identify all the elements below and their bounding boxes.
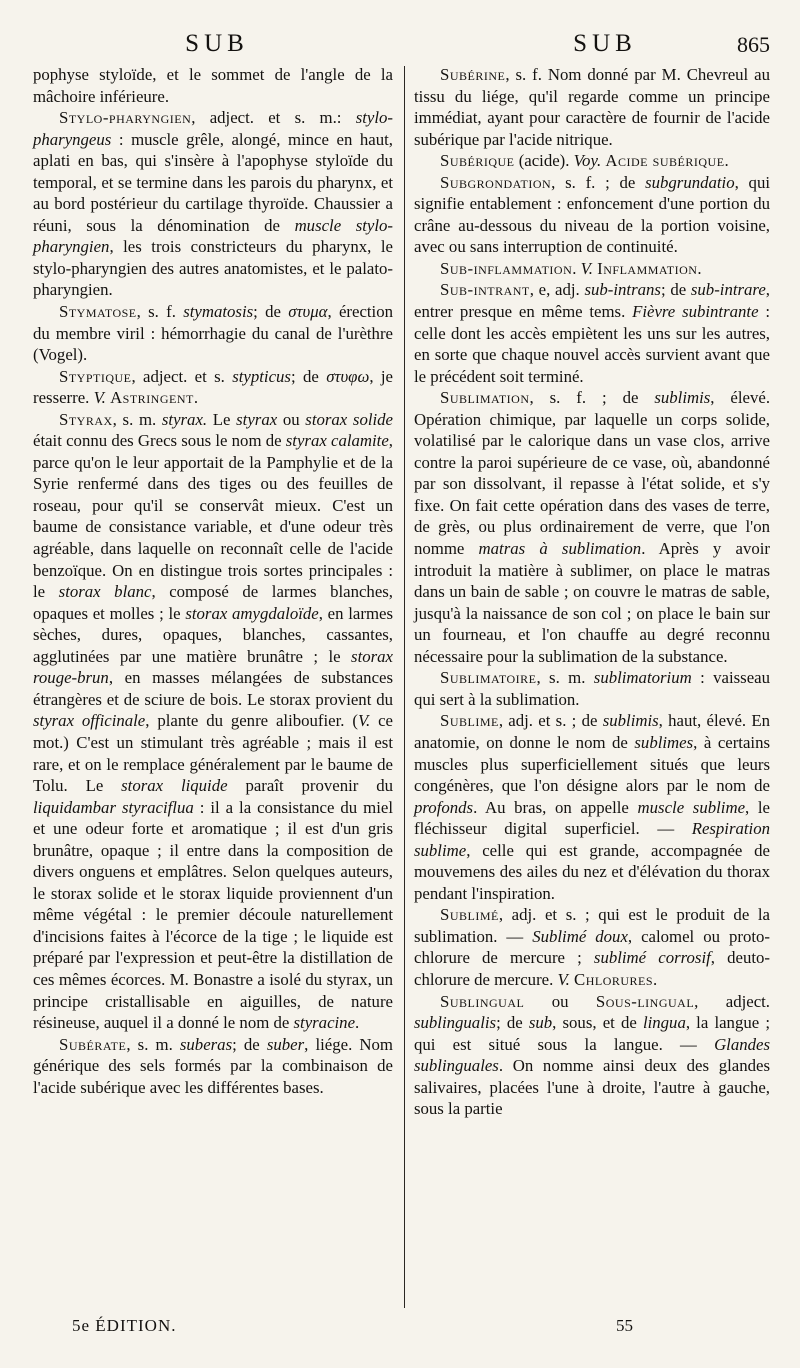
entry-styptique: Styptique, adject. et s. stypticus; de στυφω, je resserre. V. Astringent. xyxy=(33,366,393,408)
entry-sublime: Sublime, adj. et s. ; de sublimis, haut, élevé. En anatomie, on donne le nom de sublimes, à certains muscles plus superficiellement situés que leurs congénères, que l'on désigne alors par le nom de profonds. Au bras, on appelle muscle sublime, le fléchisseur digital superficiel. — Respiration sublime, celle qui est grande, accompagnée de mouvemens des ailes du nez et d'élévation du thorax pendant l'inspiration. xyxy=(414,711,771,903)
column-divider xyxy=(404,66,406,1308)
running-head-left: SUB xyxy=(185,30,249,57)
entry-continuation: pophyse styloïde, et le sommet de l'angle de la mâchoire inférieure. xyxy=(33,65,393,106)
entry-suberique: Subérique (acide). Voy. Acide subérique. xyxy=(440,151,729,171)
entry-subgrondation: Subgrondation, s. f. ; de subgrundatio, qui signifie entablement : enfoncement d'une portion du crâne au-dessous du niveau de la portion voisine, avec ou sans interruption de continuité. xyxy=(414,172,770,257)
entry-suberate: Subérate, s. m. suberas; de suber, liége. Nom générique des sels formés par la combinaison de l'acide subérique avec les différentes bases. xyxy=(33,1034,393,1097)
entry-sublingual: Sublingual ou Sous-lingual, adject. sublingualis; de sub, sous, et de lingua, la langue ; qui est situé sous la langue. — Glandes sublinguales. On nomme ainsi deux des glandes salivaires, placées l'une à droite, l'autre à gauche, sous la partie xyxy=(414,991,771,1119)
footer-signature: 55 xyxy=(616,1316,633,1335)
left-column xyxy=(33,64,393,1098)
entry-sublimatoire: Sublimatoire, s. m. sublimatorium : vaisseau qui sert à la sublimation. xyxy=(414,668,770,709)
entry-sub-intrant: Sub-intrant, e, adj. sub-intrans; de sub-intrare, entrer presque en même tems. Fièvre subintrante : celle dont les accès empiètent les uns sur les autres, en sorte que chaque nouvel accès survient avant que le précédent soit terminé. xyxy=(414,280,771,386)
page-number: 865 xyxy=(737,32,770,57)
entry-styrax: Styrax, s. m. styrax. Le styrax ou storax solide était connu des Grecs sous le nom de styrax calamite, parce qu'on le leur apportait de la Pamphylie et de la Syrie renfermé dans des tiges ou des feuilles de roseau, pour qu'il se conservât mieux. C'est un baume de consistance variable, et d'une odeur très agréable, dans laquelle on reconnaît celle de l'acide benzoïque. On en distingue trois sortes principales : le storax blanc, composé de larmes blanches, opaques et molles ; le storax amygdaloïde, en larmes sèches, dures, opaques, blanches, cassantes, agglutinées par une matière brunâtre ; le storax rouge-brun, en masses mélangées de substances étrangères et de sciure de bois. Le storax provient du styrax officinale, plante du genre aliboufier. (V. ce mot.) C'est un stimulant très agréable ; mais il est rare, et on le remplace généralement par le baume de Tolu. Le storax liquide paraît provenir du liquidambar styraciflua : il a la consistance du miel et une odeur forte et aromatique ; il est d'un gris brunâtre, opaque ; il entre dans la composition de divers onguens et emplâtres. Selon quelques auteurs, le storax solide et le storax liquide proviennent d'un même végétal : le premier découle naturellement d'incisions faites à l'écorce de la tige ; le liquide est préparé par l'expression et peut-être la distillation de ces mêmes écorces. M. Bonastre a isolé du styrax, un principe cristallisable en aiguilles, de nature résineuse, auquel il a donné le nom de styracine. xyxy=(33,409,394,1033)
running-head-right: SUB xyxy=(573,30,637,57)
right-column xyxy=(414,64,770,1120)
footer-edition: 5e ÉDITION. xyxy=(72,1316,177,1335)
entry-sublime-produit: Sublimé, adj. et s. ; qui est le produit de la sublimation. — Sublimé doux, calomel ou proto-chlorure de mercure ; sublimé corrosif, deuto-chlorure de mercure. V. Chlorures. xyxy=(414,905,770,989)
entry-sublimation: Sublimation, s. f. ; de sublimis, élevé. Opération chimique, par laquelle un corps solide, volatilisé par le calorique dans un vase clos, arrive contre la paroi supérieure de ce vase, où, abandonné par son dissolvant, il repasse à l'état solide, et s'y fixe. On fait cette opération dans des vases de terre, de grès, ou plus ordinairement de verre, que l'on nomme matras à sublimation. Après y avoir introduit la matière à sublimer, on place le matras dans un bain de sable ; on couvre le matras de sable, jusqu'à la naissance de son col ; on place le bain sur un fourneau, et l'on chauffe au degré reconnu nécessaire pour la sublimation de la substance. xyxy=(414,388,771,666)
entry-suberine: Subérine, s. f. Nom donné par M. Chevreul au tissu du liége, qu'il regarde comme un principe immédiat, ayant pour caractère de fournir de l'acide subérique par l'acide nitrique. xyxy=(414,65,770,149)
entry-sub-inflammation: Sub-inflammation. V. Inflammation. xyxy=(440,258,702,278)
entry-stymatose: Stymatose, s. f. stymatosis; de στυμα, érection du membre viril : hémorrhagie du canal de l'urèthre (Vogel). xyxy=(33,302,393,365)
entry-stylo-pharyngien: Stylo-pharyngien, adject. et s. m.: stylo-pharyngeus : muscle grêle, alongé, mince en haut, aplati en bas, qui s'insère à l'apophyse styloïde du temporal, et se termine dans les parois du pharynx, et au bord postérieur du cartilage thyroïde. Chaussier a réuni, sous la dénomination de muscle stylo-pharyngien, les trois constricteurs du pharynx, le stylo-pharyngien des autres anatomistes, et le palato-pharyngien. xyxy=(33,108,394,300)
